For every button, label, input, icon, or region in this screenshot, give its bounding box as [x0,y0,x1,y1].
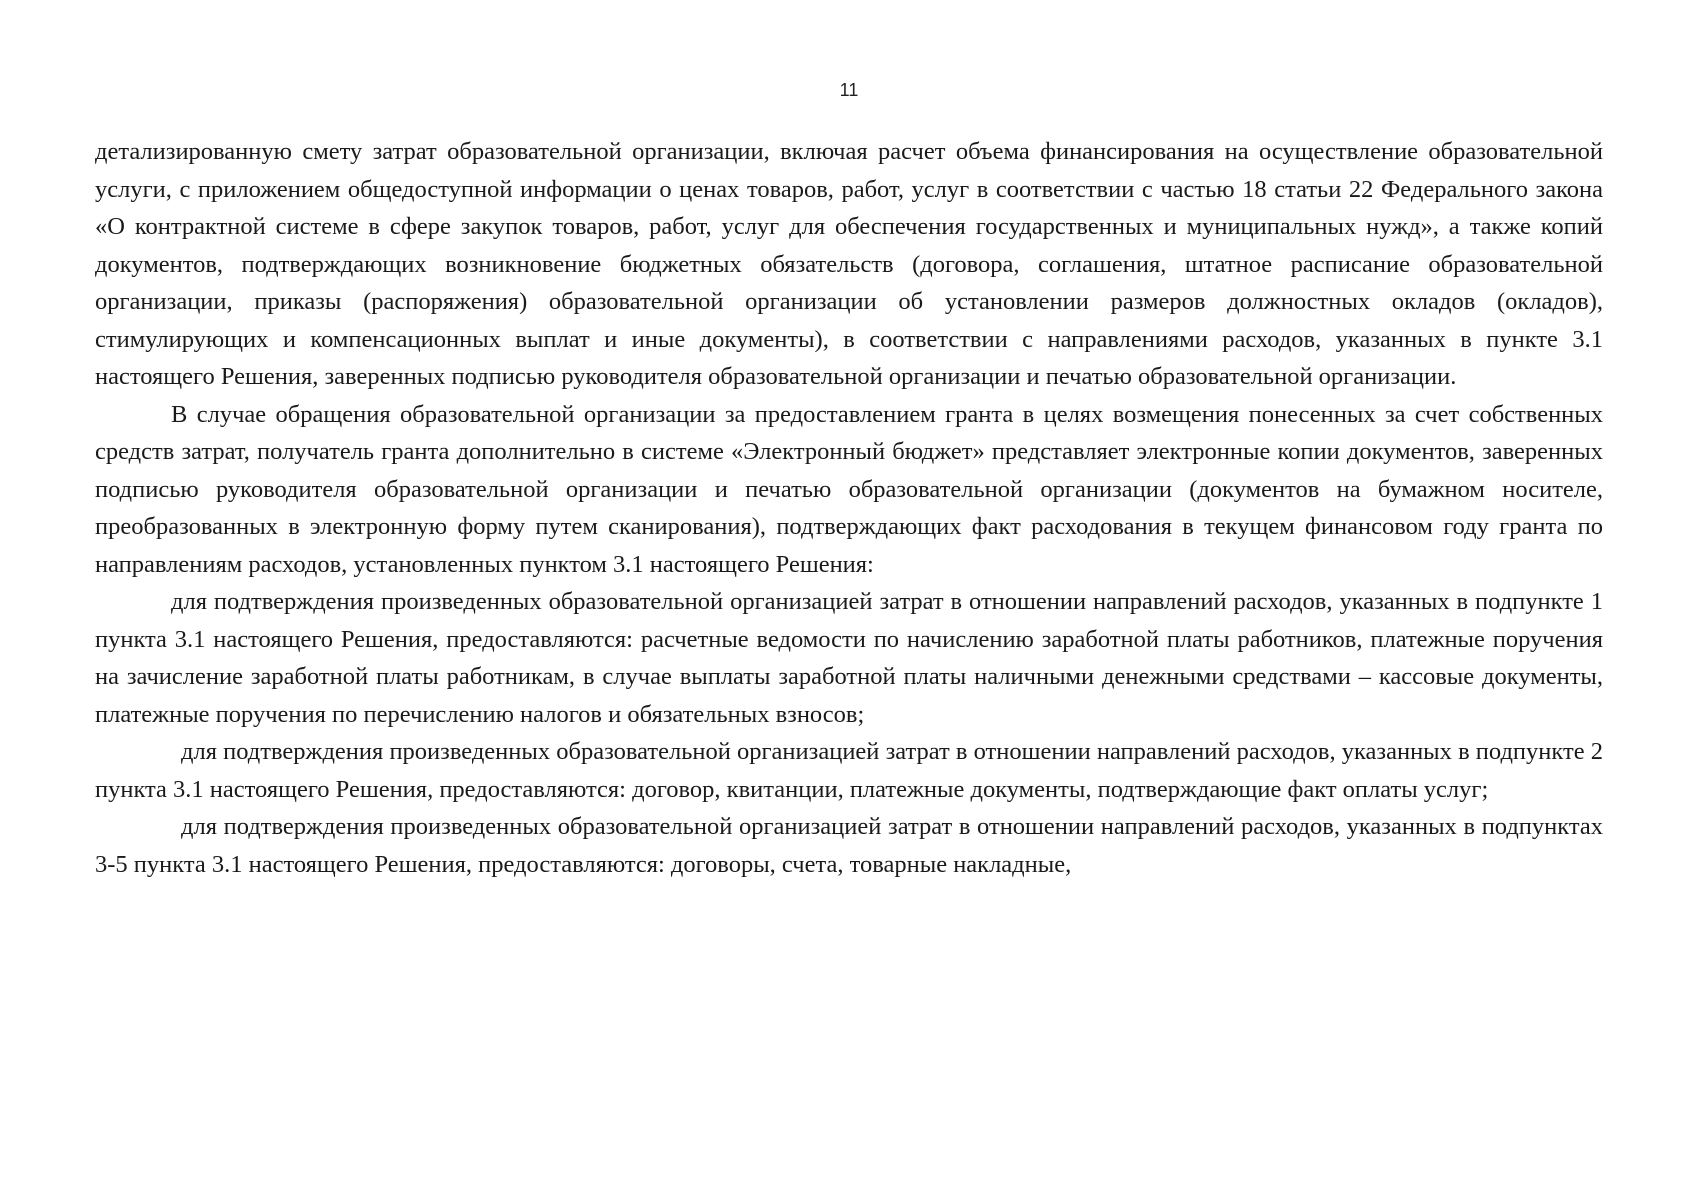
paragraph-grant-reimbursement: В случае обращения образовательной организации за предоставлением гранта в целях возмещения понесенных за счет собственных средств затрат, получатель гранта дополнительно в системе «Электронный бюджет» представляет электронные копии документов, заверенных подписью руководителя образовательной организации и печатью образовательной организации (документов на бумажном носителе, преобразованных в электронную форму путем сканирования), подтверждающих факт расходования в текущем финансовом году гранта по направлениям расходов, установленных пунктом 3.1 настоящего Решения: [95,400,1603,578]
paragraph-subpoint-1: для подтверждения произведенных образовательной организацией затрат в отношении направлений расходов, указанных в подпункте 1 пункта 3.1 настоящего Решения, предоставляются: расчетные ведомости по начислению заработной платы работников, платежные поручения на зачисление заработной платы работникам, в случае выплаты заработной платы наличными денежными средствами – кассовые документы, платежные поручения по перечислению налогов и обязательных взносов; [95,588,1603,728]
document-body [95,133,1603,883]
paragraph-subpoint-2: для подтверждения произведенных образовательной организацией затрат в отношении направлений расходов, указанных в подпункте 2 пункта 3.1 настоящего Решения, предоставляются: договор, квитанции, платежные документы, подтверждающие факт оплаты услуг; [95,738,1603,803]
page-number: 11 [839,80,859,100]
paragraph-subpoints-3-5: для подтверждения произведенных образовательной организацией затрат в отношении направлений расходов, указанных в подпунктах 3-5 пункта 3.1 настоящего Решения, предоставляются: договоры, счета, товарные накладные, [95,813,1603,878]
paragraph-continuation: детализированную смету затрат образовательной организации, включая расчет объема финансирования на осуществление образовательной услуги, с приложением общедоступной информации о ценах товаров, работ, услуг в соответствии с частью 18 статьи 22 Федерального закона «О контрактной системе в сфере закупок товаров, работ, услуг для обеспечения государственных и муниципальных нужд», а также копий документов, подтверждающих возникновение бюджетных обязательств (договора, соглашения, штатное расписание образовательной организации, приказы (распоряжения) образовательной организации об установлении размеров должностных окладов (окладов), стимулирующих и компенсационных выплат и иные документы), в соответствии с направлениями расходов, указанных в пункте 3.1 настоящего Решения, заверенных подписью руководителя образовательной организации и печатью образовательной организации. [95,138,1603,390]
